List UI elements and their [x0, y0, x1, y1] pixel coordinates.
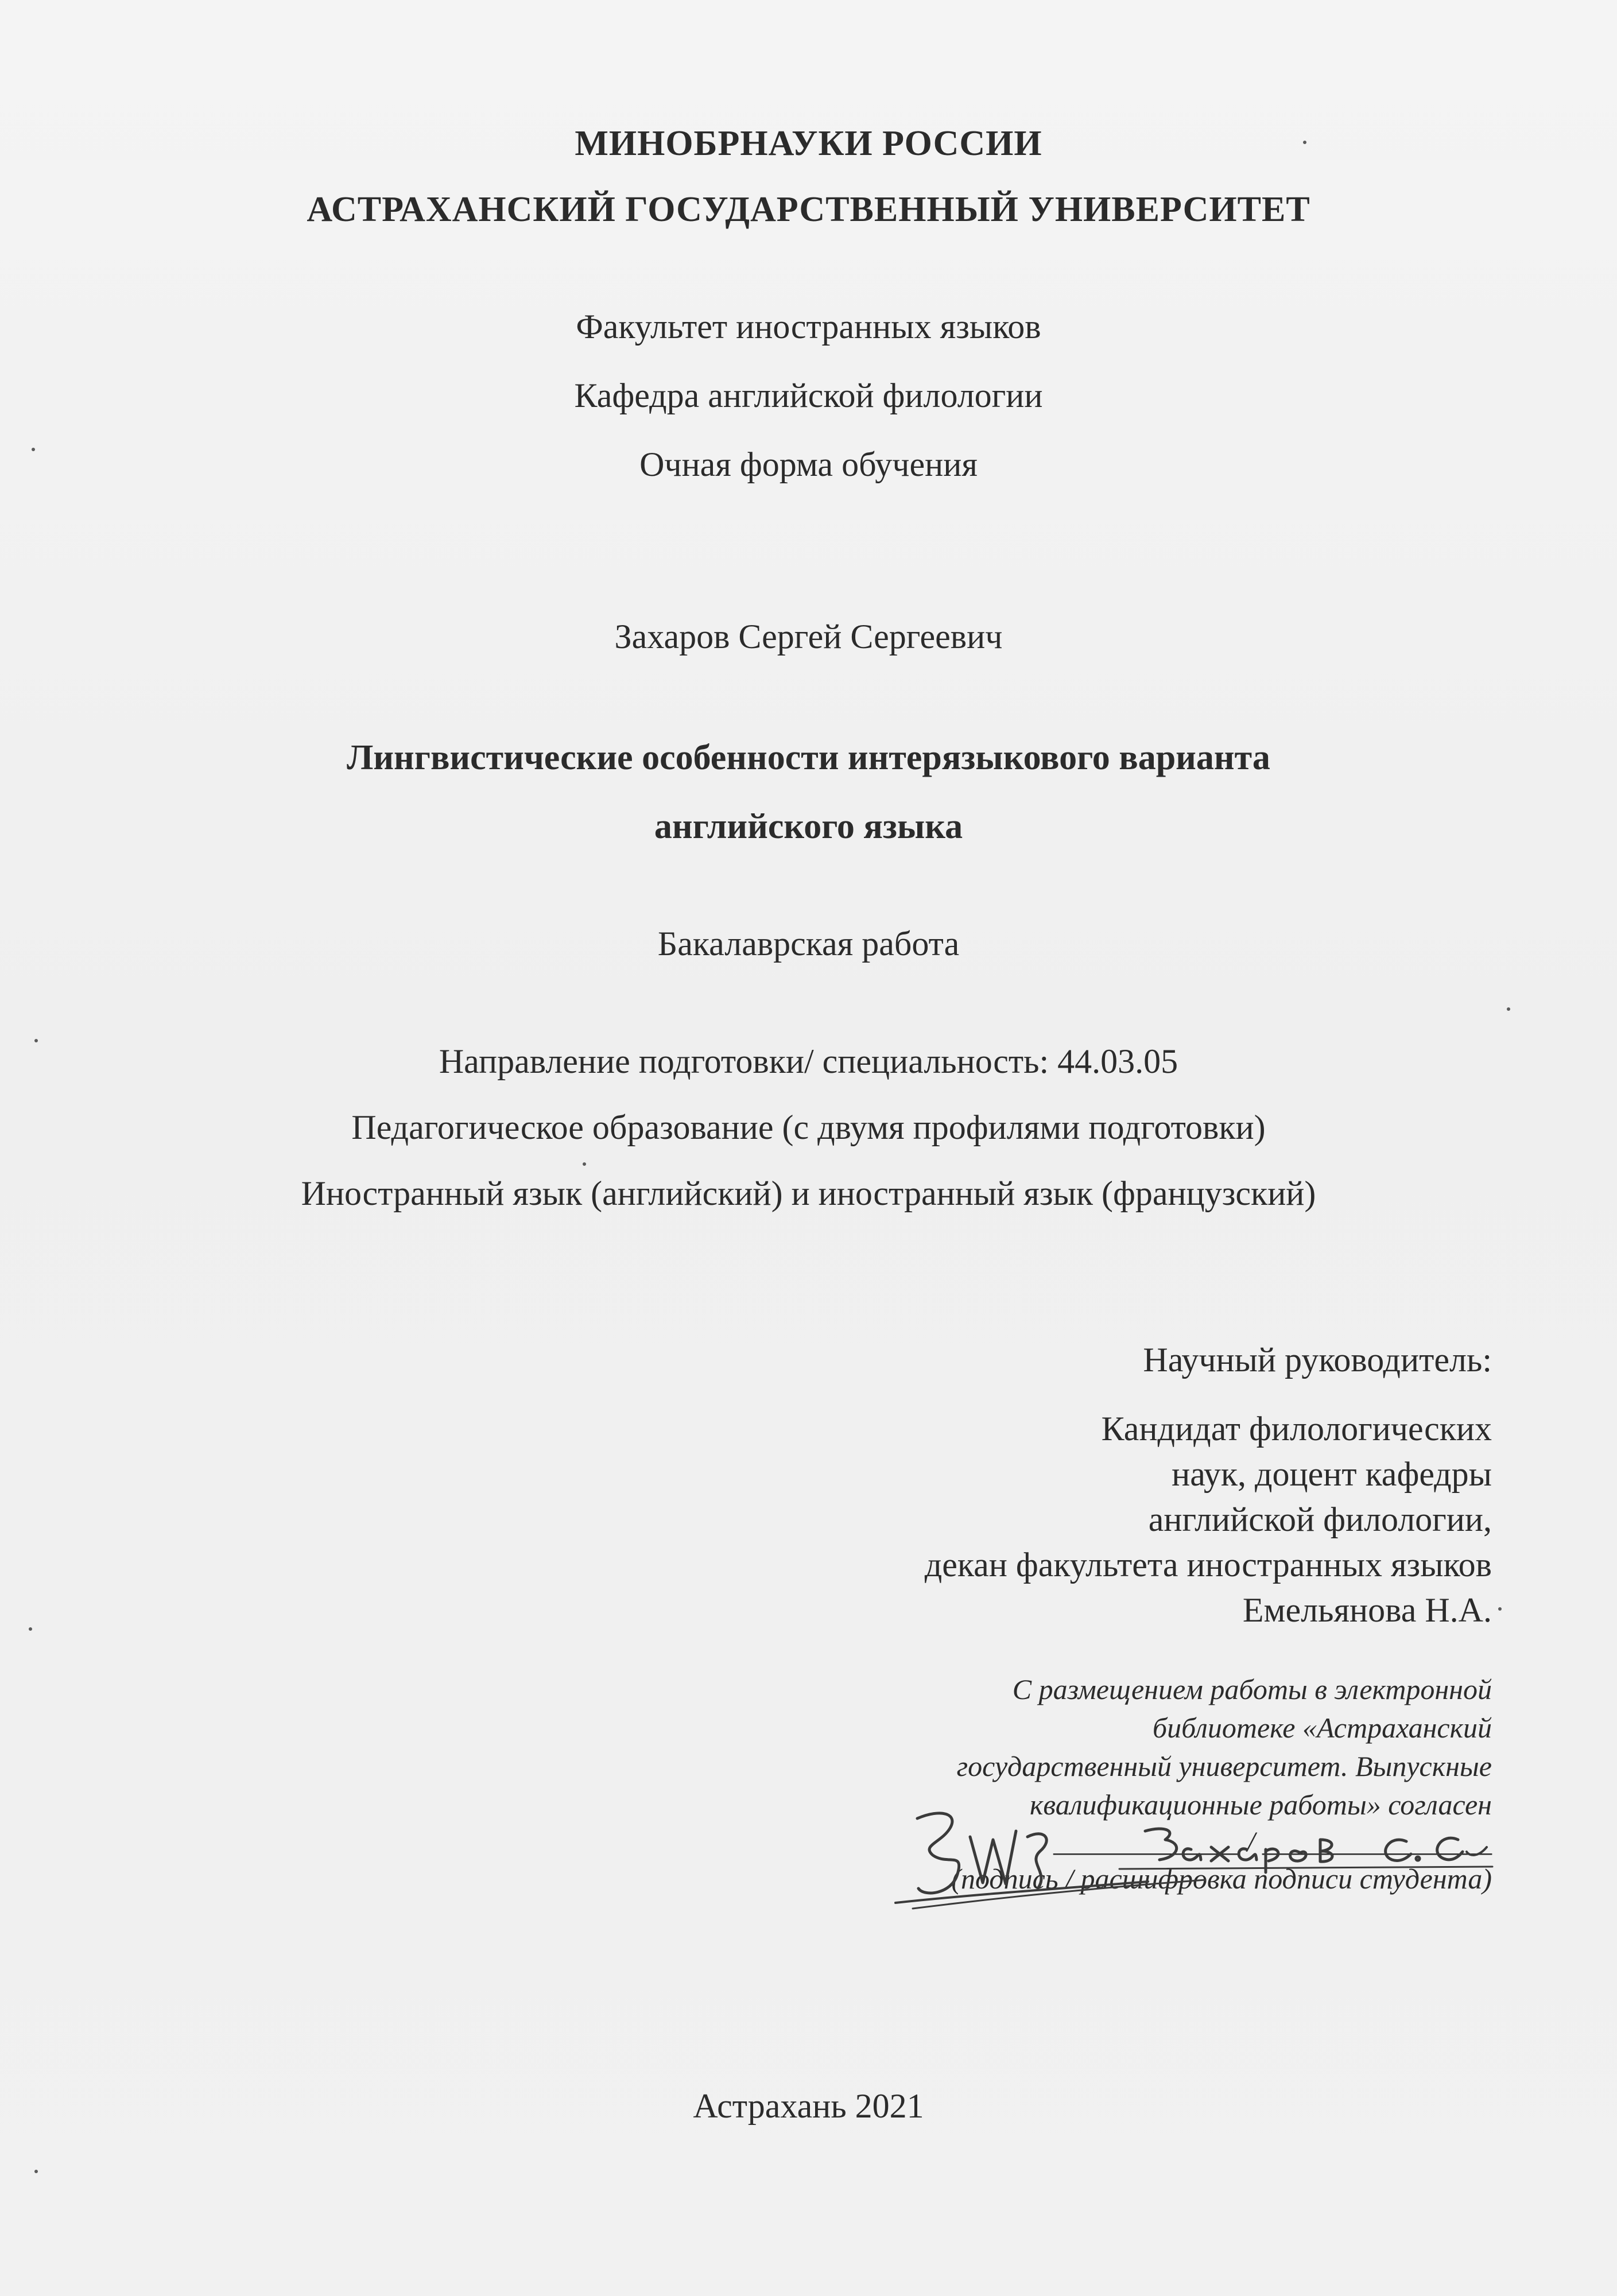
department-name: Кафедра английской филологии	[574, 377, 1043, 414]
supervisor-line: декан факультета иностранных языков	[924, 1546, 1492, 1584]
supervisor-line: Кандидат филологических	[1101, 1410, 1492, 1448]
scan-speck	[32, 448, 35, 451]
scan-speck	[1303, 141, 1306, 144]
supervisor-line: наук, доцент кафедры	[1172, 1455, 1492, 1493]
direction-line-1: Направление подготовки/ специальность: 44.03.05	[439, 1042, 1178, 1080]
thesis-title-line-1: Лингвистические особенности интерязыкового варианта	[347, 738, 1270, 777]
scan-speck	[34, 1039, 38, 1042]
supervisor-name: Емельянова Н.А.	[1242, 1591, 1492, 1629]
supervisor-details	[925, 1406, 1492, 1633]
author-name: Захаров Сергей Сергеевич	[614, 618, 1003, 656]
consent-line: С размещением работы в электронной	[1012, 1673, 1492, 1705]
consent-line: квалификационные работы» согласен	[1029, 1789, 1492, 1821]
scan-speck	[583, 1162, 586, 1166]
scan-speck	[29, 1627, 32, 1631]
consent-line: библиотеке «Астраханский	[1153, 1712, 1492, 1744]
supervisor-heading: Научный руководитель:	[1143, 1341, 1492, 1379]
university-name: АСТРАХАНСКИЙ ГОСУДАРСТВЕННЫЙ УНИВЕРСИТЕТ	[307, 190, 1310, 229]
signature-caption: (подпись / расшифровка подписи студента)	[951, 1863, 1492, 1895]
ministry-header: МИНОБРНАУКИ РОССИИ	[575, 124, 1042, 163]
faculty-name: Факультет иностранных языков	[576, 308, 1041, 346]
scan-speck	[1498, 1607, 1502, 1611]
supervisor-line: английской филологии,	[1148, 1500, 1492, 1538]
direction-line-2: Педагогическое образование (с двумя профилями подготовки)	[351, 1108, 1266, 1146]
place-and-year: Астрахань 2021	[693, 2087, 924, 2125]
scan-speck	[34, 2170, 38, 2173]
library-consent	[957, 1670, 1492, 1824]
work-type: Бакалаврская работа	[657, 925, 960, 963]
study-form: Очная форма обучения	[639, 445, 978, 483]
thesis-title-line-2: английского языка	[654, 807, 963, 846]
consent-line: государственный университет. Выпускные	[956, 1750, 1492, 1782]
direction-line-3: Иностранный язык (английский) и иностранный язык (французский)	[301, 1174, 1316, 1212]
scan-speck	[1507, 1007, 1510, 1011]
signature-line: _____________ / ________________	[1053, 1825, 1492, 1857]
